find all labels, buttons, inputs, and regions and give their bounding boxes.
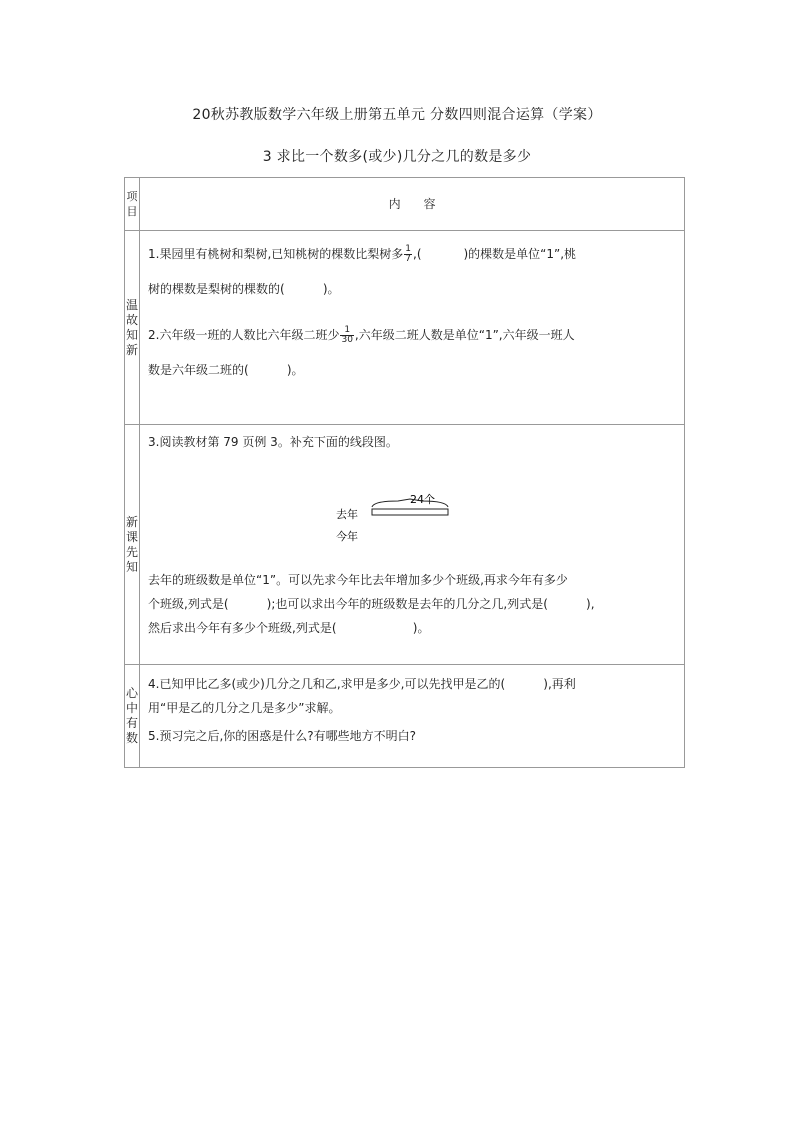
item-5: 5.预习完之后,你的困惑是什么?有哪些地方不明白?	[148, 729, 417, 743]
fraction-one-thirtieth	[340, 326, 353, 345]
header-content-cell	[140, 178, 685, 231]
preview-content-cell	[140, 425, 685, 665]
document-title: 20秋苏教版数学六年级上册第五单元 分数四则混合运算（学案）	[192, 107, 602, 123]
label-char: 目	[126, 205, 138, 218]
summary-label-cell	[125, 665, 140, 768]
item-4-line-a: 4.已知甲比乙多(或少)几分之几和乙,求甲是多少,可以先找甲是乙的( ),再利	[148, 677, 576, 691]
header-label-cell	[125, 178, 140, 231]
label-char: 新	[126, 342, 139, 357]
label-char: 中	[126, 701, 139, 715]
item-2-text-b: ,六年级二班人数是单位“1”,六年级一班人	[354, 328, 575, 343]
item-1-text-b: ,( )的棵数是单位“1”,桃	[413, 247, 577, 261]
review-label	[126, 298, 138, 358]
preview-para-3: 然后求出今年有多少个班级,列式是( )。	[148, 621, 430, 636]
preview-para-2: 个班级,列式是( );也可以求出今年的班级数是去年的几分之几,列式是( ),	[148, 597, 595, 612]
label-char: 知	[126, 327, 139, 342]
last-year-segment	[372, 509, 448, 515]
label-char: 知	[126, 559, 139, 574]
segment-count-label: 24个	[410, 493, 436, 507]
frac-den: 7	[405, 254, 412, 264]
worksheet-table	[124, 177, 685, 768]
item-3: 3.阅读教材第 79 页例 3。补充下面的线段图。	[148, 435, 398, 449]
item-1-text-a: 1.果园里有桃树和梨树,已知桃树的棵数比梨树多	[148, 247, 404, 261]
table-header-row	[125, 178, 685, 231]
review-row	[125, 231, 685, 425]
item-2-text-a: 2.六年级一班的人数比六年级二班少	[148, 328, 340, 343]
label-char: 数	[126, 731, 139, 745]
lesson-subtitle: 3 求比一个数多(或少)几分之几的数是多少	[262, 149, 532, 165]
frac-den: 30	[341, 335, 353, 346]
label-char: 有	[126, 716, 139, 730]
segment-svg	[148, 491, 676, 561]
label-char: 故	[126, 312, 139, 327]
item-2-text-c: 数是六年级二班的( )。	[148, 363, 304, 378]
item-4-line-b: 用“甲是乙的几分之几是多少”求解。	[148, 701, 341, 715]
label-char: 先	[126, 544, 139, 559]
item-1-text-c: 树的棵数是梨树的棵数的( )。	[148, 282, 340, 296]
label-char: 项	[126, 190, 138, 203]
last-year-label: 去年	[336, 508, 359, 522]
header-content: 内 容	[388, 196, 436, 211]
summary-content-cell	[140, 665, 685, 768]
preview-para-1: 去年的班级数是单位“1”。可以先求今年比去年增加多少个班级,再求今年有多少	[148, 573, 568, 588]
line-segment-diagram	[148, 491, 676, 571]
review-content-cell	[140, 231, 685, 425]
item-2	[148, 326, 676, 377]
header-label	[126, 189, 138, 219]
preview-label-cell	[125, 425, 140, 665]
summary-label	[126, 686, 138, 746]
label-char: 心	[126, 686, 139, 700]
this-year-label: 今年	[336, 530, 359, 544]
summary-row	[125, 665, 685, 768]
fraction-one-seventh	[404, 245, 412, 264]
review-label-cell	[125, 231, 140, 425]
label-char: 课	[126, 529, 139, 544]
label-char: 新	[126, 514, 139, 529]
frac-num: 1	[340, 326, 353, 336]
preview-label	[126, 515, 138, 575]
frac-num: 1	[405, 244, 412, 254]
item-1	[148, 245, 676, 296]
preview-row	[125, 425, 685, 665]
label-char: 温	[126, 297, 139, 312]
